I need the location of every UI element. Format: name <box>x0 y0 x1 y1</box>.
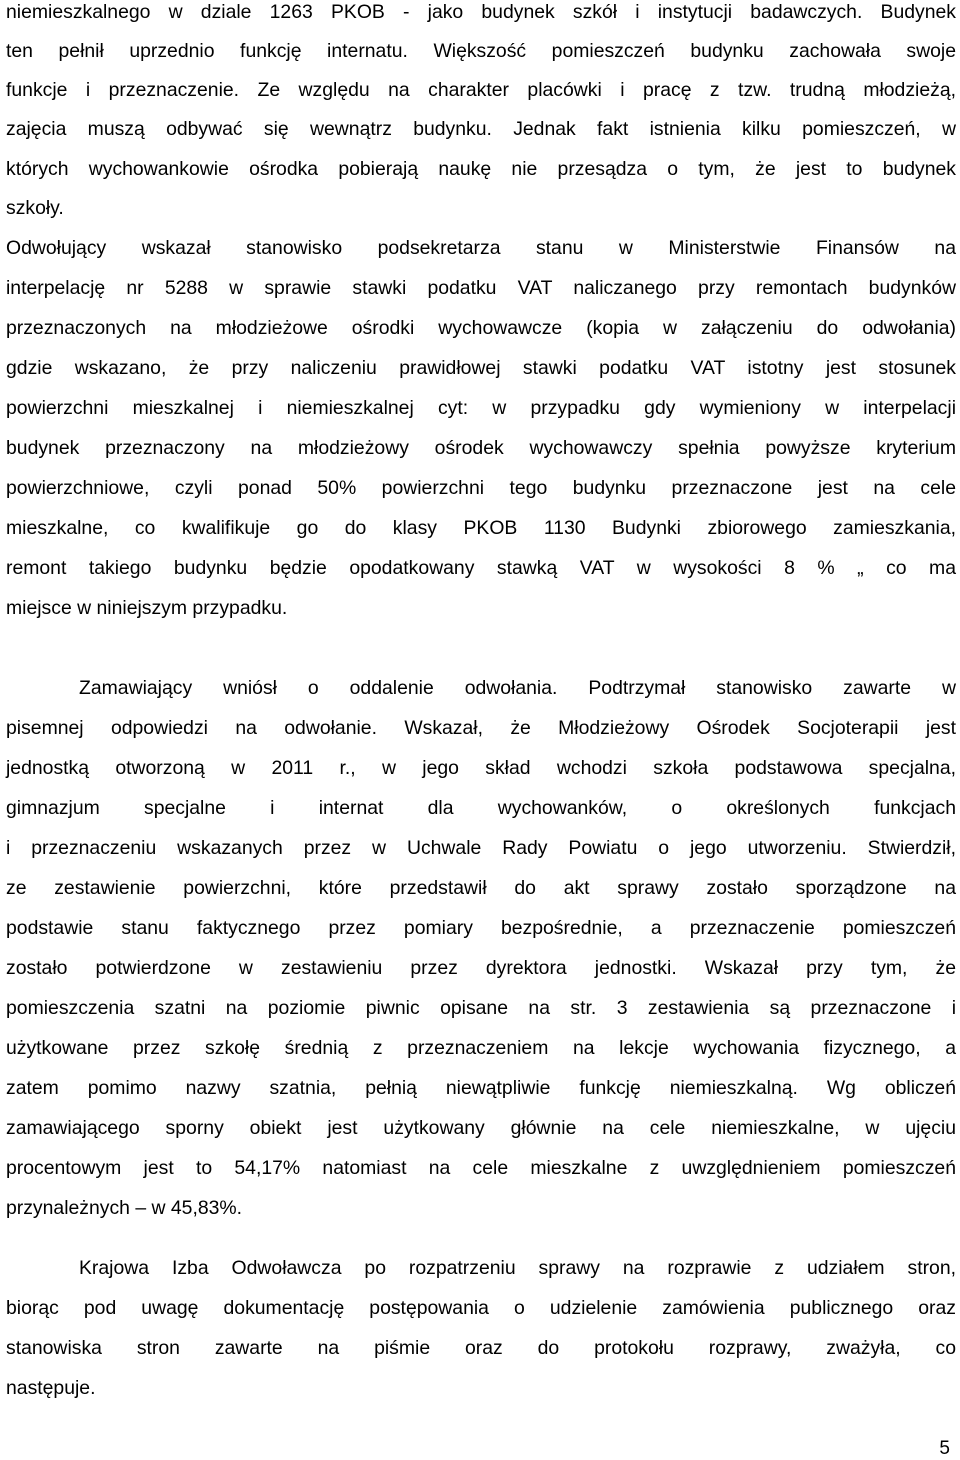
paragraph-4-line-3: stanowiska stron zawarte na piśmie oraz do protokołu rozprawy, zważyła, co <box>6 1337 956 1359</box>
paragraph-2-line-5: powierzchni mieszkalnej i niemieszkalnej cyt: w przypadku gdy wymieniony w interpelacji <box>6 397 956 419</box>
paragraph-2-line-7: powierzchniowe, czyli ponad 50% powierzchni tego budynku przeznaczone jest na cele <box>6 477 956 499</box>
paragraph-3-line-2: pisemnej odpowiedzi na odwołanie. Wskazał, że Młodzieżowy Ośrodek Socjoterapii jest <box>6 717 956 739</box>
paragraph-2-line-1: Odwołujący wskazał stanowisko podsekretarza stanu w Ministerstwie Finansów na <box>6 237 956 259</box>
paragraph-3-line-10: użytkowane przez szkołę średnią z przeznaczeniem na lekcje wychowania fizycznego, a <box>6 1037 956 1059</box>
paragraph-3-line-8: zostało potwierdzone w zestawieniu przez dyrektora jednostki. Wskazał przy tym, że <box>6 957 956 979</box>
paragraph-3-line-6: ze zestawienie powierzchni, które przedstawił do akt sprawy zostało sporządzone na <box>6 877 956 899</box>
document-page <box>6 0 956 1460</box>
paragraph-3-line-7: podstawie stanu faktycznego przez pomiary bezpośrednie, a przeznaczenie pomieszczeń <box>6 917 956 939</box>
page-number: 5 <box>939 1438 950 1459</box>
paragraph-3-line-11: zatem pomimo nazwy szatnia, pełnią niewątpliwie funkcję niemieszkalną. Wg obliczeń <box>6 1077 956 1099</box>
paragraph-2-line-6: budynek przeznaczony na młodzieżowy ośrodek wychowawczy spełnia powyższe kryterium <box>6 437 956 459</box>
paragraph-4-line-4: następuje. <box>6 1377 96 1399</box>
paragraph-1-line-4: zajęcia muszą odbywać się wewnątrz budynku. Jednak fakt istnienia kilku pomieszczeń, w <box>6 118 956 140</box>
paragraph-2-line-9: remont takiego budynku będzie opodatkowany stawką VAT w wysokości 8 % „ co ma <box>6 557 956 579</box>
paragraph-2-line-4: gdzie wskazano, że przy naliczeniu prawidłowej stawki podatku VAT istotny jest stosunek <box>6 357 956 379</box>
paragraph-2-line-2: interpelację nr 5288 w sprawie stawki podatku VAT naliczanego przy remontach budynków <box>6 277 956 299</box>
paragraph-1-line-2: ten pełnił uprzednio funkcję internatu. Większość pomieszczeń budynku zachowała swoje <box>6 40 956 62</box>
paragraph-2-line-3: przeznaczonych na młodzieżowe ośrodki wychowawcze (kopia w załączeniu do odwołania) <box>6 317 956 339</box>
paragraph-3-line-14: przynależnych – w 45,83%. <box>6 1197 243 1219</box>
paragraph-1-line-1: niemieszkalnego w dziale 1263 PKOB - jako budynek szkół i instytucji badawczych. Budynek <box>6 1 956 23</box>
paragraph-3-line-3: jednostką otworzoną w 2011 r., w jego skład wchodzi szkoła podstawowa specjalna, <box>6 757 956 779</box>
paragraph-3-line-9: pomieszczenia szatni na poziomie piwnic opisane na str. 3 zestawienia są przeznaczone i <box>6 997 956 1019</box>
paragraph-1-line-5: których wychowankowie ośrodka pobierają naukę nie przesądza o tym, że jest to budynek <box>6 158 956 180</box>
paragraph-2-line-10: miejsce w niniejszym przypadku. <box>6 597 288 619</box>
paragraph-4-line-1: Krajowa Izba Odwoławcza po rozpatrzeniu sprawy na rozprawie z udziałem stron, <box>79 1257 956 1279</box>
paragraph-3-line-13: procentowym jest to 54,17% natomiast na cele mieszkalne z uwzględnieniem pomieszczeń <box>6 1157 956 1179</box>
paragraph-2-line-8: mieszkalne, co kwalifikuje go do klasy PKOB 1130 Budynki zbiorowego zamieszkania, <box>6 517 956 539</box>
paragraph-1-line-6: szkoły. <box>6 197 64 219</box>
paragraph-3-line-12: zamawiającego sporny obiekt jest użytkowany głównie na cele niemieszkalne, w ujęciu <box>6 1117 956 1139</box>
paragraph-1-line-3: funkcje i przeznaczenie. Ze względu na charakter placówki i pracę z tzw. trudną młodzieżą, <box>6 79 956 101</box>
paragraph-3-line-4: gimnazjum specjalne i internat dla wychowanków, o określonych funkcjach <box>6 797 956 819</box>
paragraph-3-line-5: i przeznaczeniu wskazanych przez w Uchwale Rady Powiatu o jego utworzeniu. Stwierdził, <box>6 837 956 859</box>
paragraph-4-line-2: biorąc pod uwagę dokumentację postępowania o udzielenie zamówienia publicznego oraz <box>6 1297 956 1319</box>
paragraph-3-line-1: Zamawiający wniósł o oddalenie odwołania. Podtrzymał stanowisko zawarte w <box>79 677 956 699</box>
